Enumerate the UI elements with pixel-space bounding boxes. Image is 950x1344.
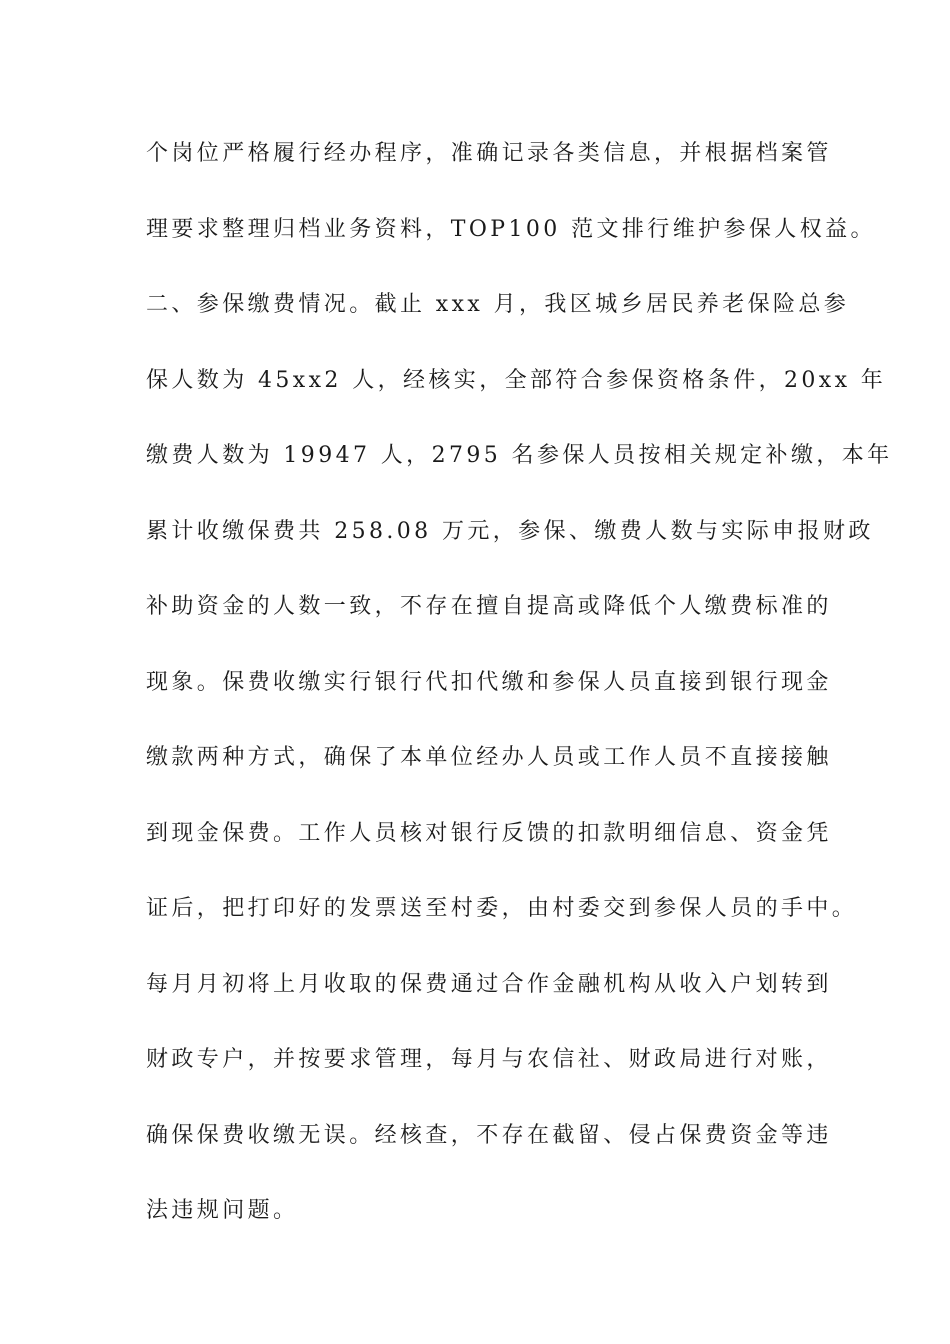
text-line: 缴款两种方式，确保了本单位经办人员或工作人员不直接接触 <box>146 745 832 770</box>
body-text <box>146 131 893 1264</box>
text-line: 理要求整理归档业务资料，TOP100 范文排行维护参保人权益。 <box>146 216 876 242</box>
text-line: 二、参保缴费情况。截止 xxx 月，我区城乡居民养老保险总参 <box>146 292 850 317</box>
text-line: 每月月初将上月收取的保费通过合作金融机构从收入户划转到 <box>146 971 832 997</box>
text-line: 补助资金的人数一致，不存在擅自提高或降低个人缴费标准的 <box>146 594 832 619</box>
text-line: 财政专户，并按要求管理，每月与农信社、财政局进行对账， <box>146 1047 832 1072</box>
text-line: 缴费人数为 19947 人，2795 名参保人员按相关规定补缴，本年 <box>146 443 893 468</box>
text-line: 证后，把打印好的发票送至村委，由村委交到参保人员的手中。 <box>146 896 858 921</box>
text-line: 现象。保费收缴实行银行代扣代缴和参保人员直接到银行现金 <box>146 669 832 695</box>
text-line: 法违规问题。 <box>146 1198 299 1223</box>
text-line: 保人数为 45xx2 人，经核实，全部符合参保资格条件，20xx 年 <box>146 367 887 393</box>
text-line: 到现金保费。工作人员核对银行反馈的扣款明细信息、资金凭 <box>146 820 832 846</box>
text-line: 个岗位严格履行经办程序，准确记录各类信息，并根据档案管 <box>146 141 832 166</box>
text-line: 累计收缴保费共 258.08 万元，参保、缴费人数与实际申报财政 <box>146 518 874 544</box>
text-line: 确保保费收缴无误。经核查，不存在截留、侵占保费资金等违 <box>146 1122 832 1148</box>
